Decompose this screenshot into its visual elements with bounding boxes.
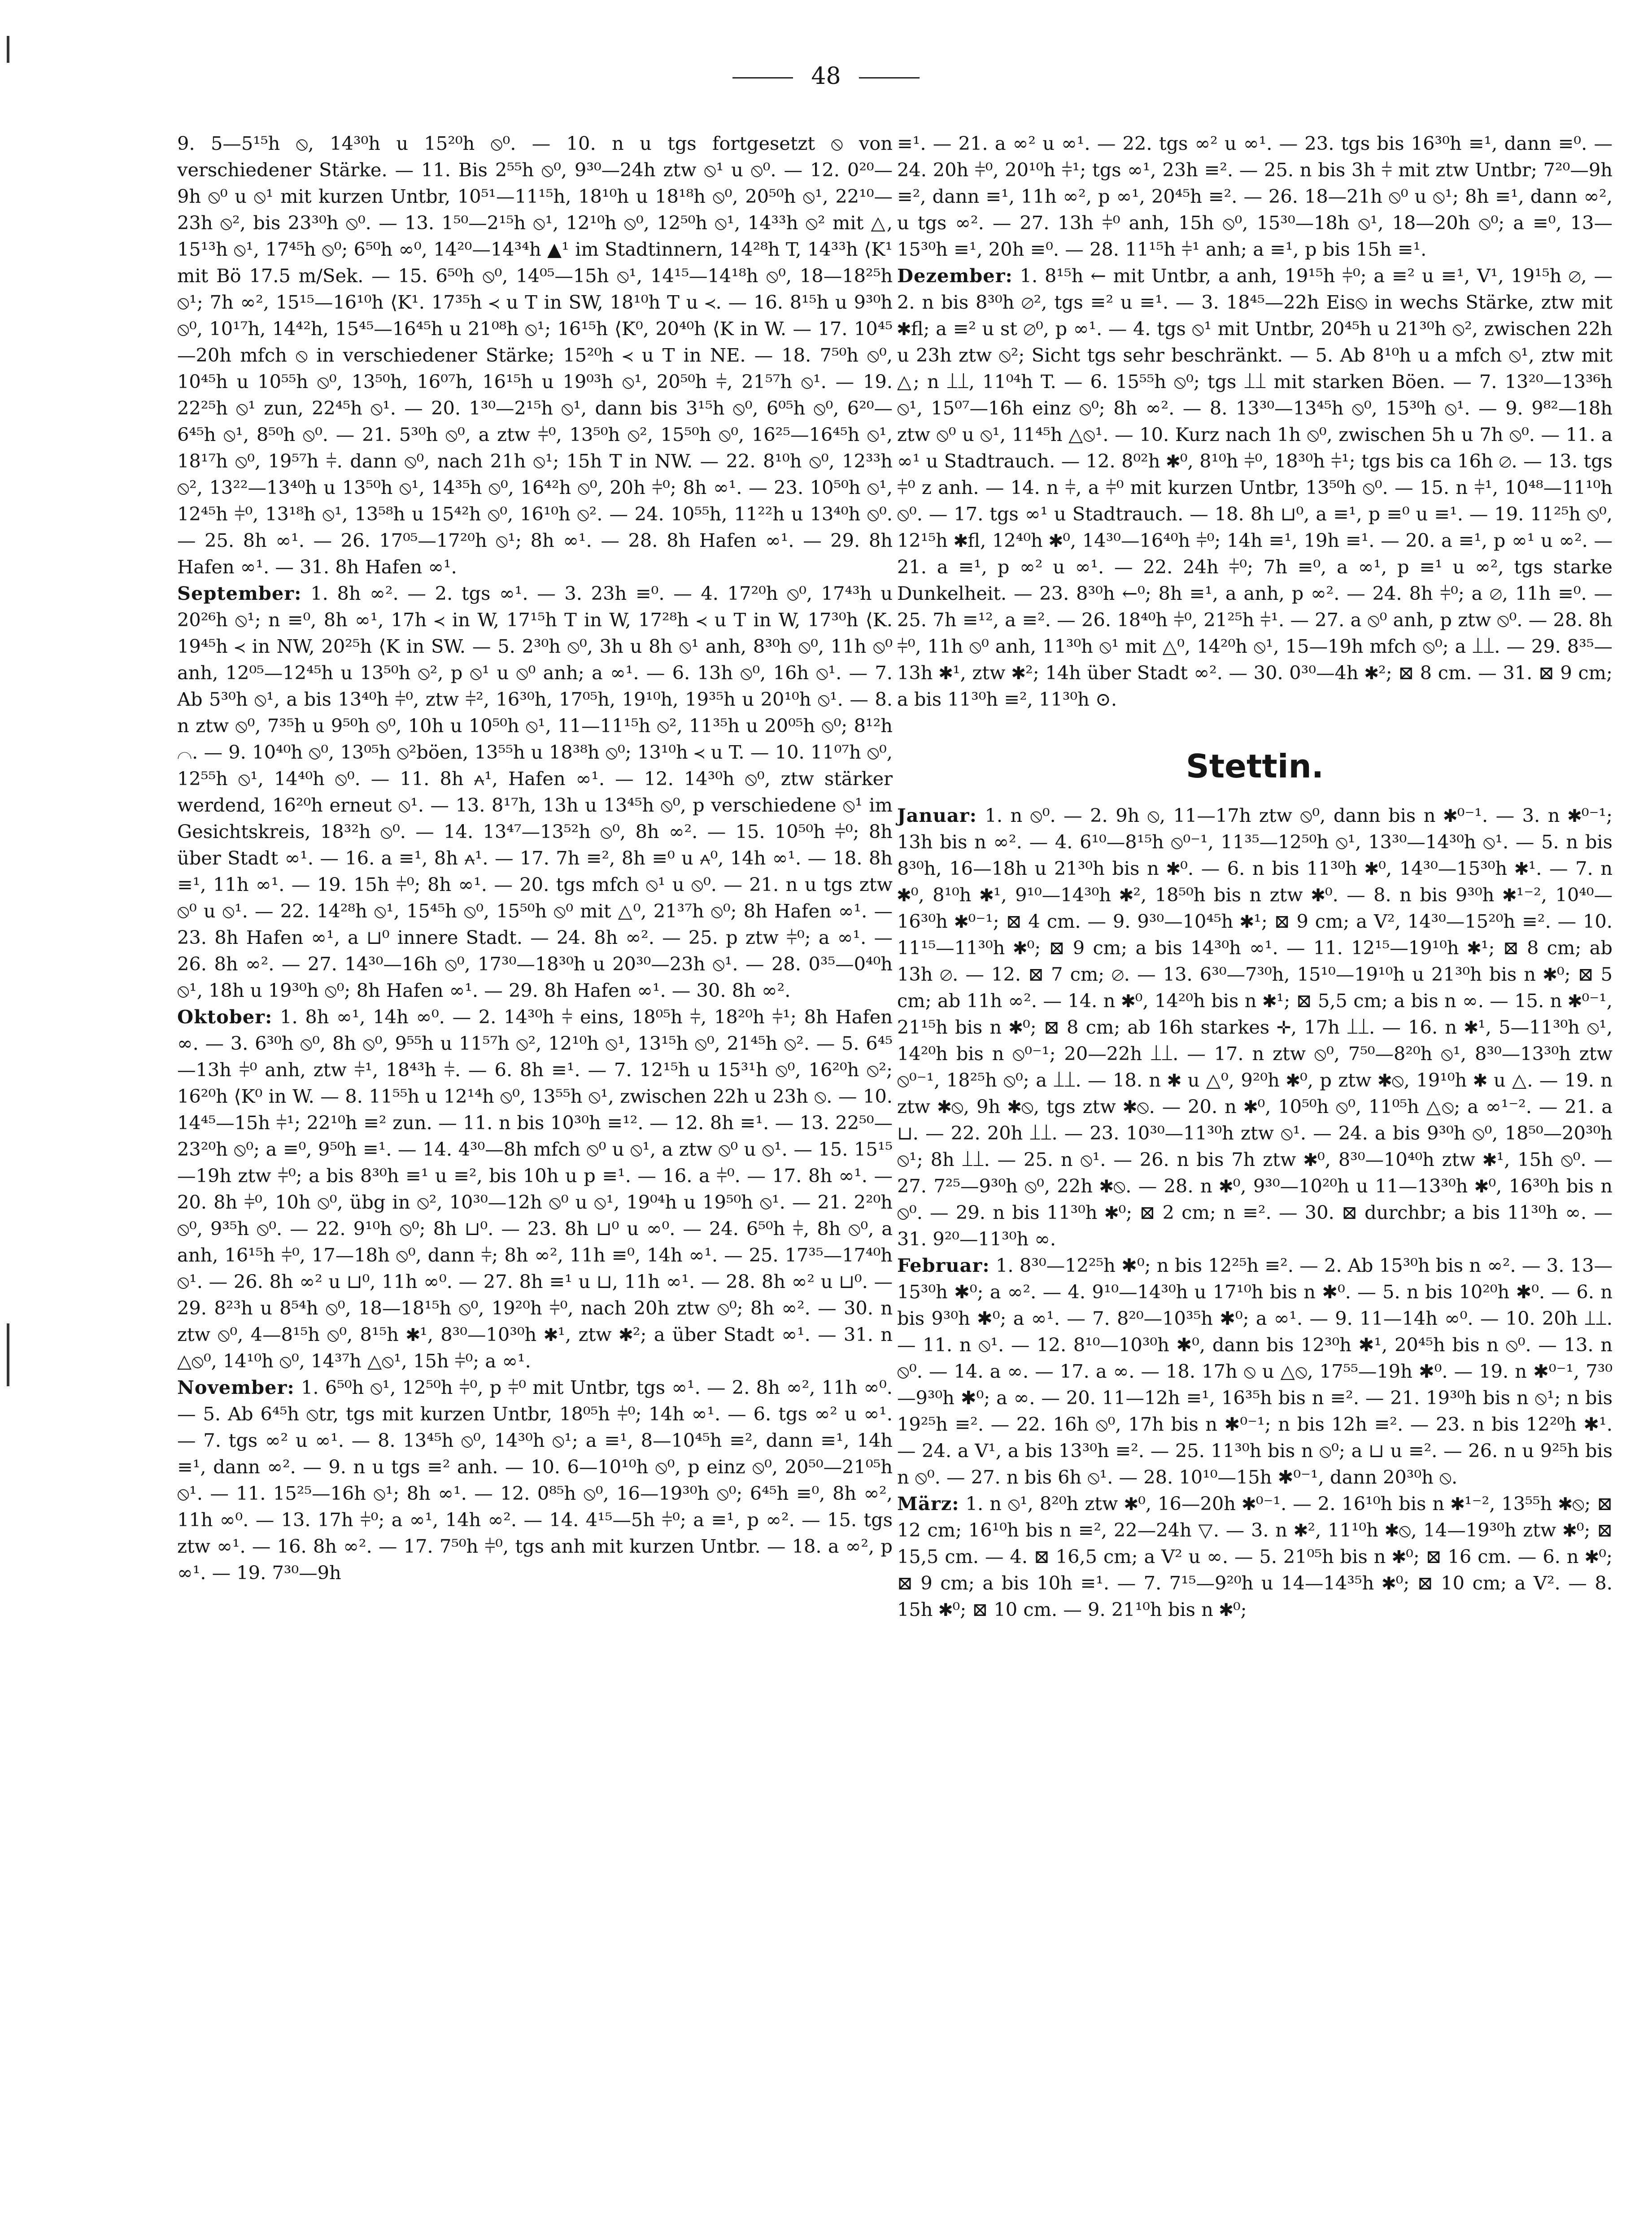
month-heading: Februar: [897, 1254, 990, 1276]
entry-january [897, 802, 1613, 1252]
entry-october [177, 1004, 893, 1374]
entry-text: 1. 8h ∞¹, 14h ∞⁰. — 2. 14³⁰h ⫩ eins, 18⁰⁵h ⫩, 18²⁰h ⫩¹; 8h Hafen ∞. — 3. 6³⁰h ⦸⁰, 8h ⦸⁰, 9⁵⁵h u 11⁵⁷h ⦸², 12¹⁰h ⦸¹, 13¹⁵h ⦸⁰, 21⁴⁵h ⦸². — 5. 6⁴⁵—13h ⫩⁰ anh, ztw ⫩¹, 18⁴³h ⫩. — 6. 8h ≡¹. — 7. 12¹⁵h u 15³¹h ⦸⁰, 16²⁰h ⦸²; 16²⁰h ⟨K⁰ in W. — 8. 11⁵⁵h u 12¹⁴h ⦸⁰, 13⁵⁵h ⦸¹, zwischen 22h u 23h ⦸. — 10. 14⁴⁵—15h ⫩¹; 22¹⁰h ≡² zun. — 11. n bis 10³⁰h ≡¹². — 12. 8h ≡¹. — 13. 22⁵⁰—23²⁰h ⦸⁰; a ≡⁰, 9⁵⁰h ≡¹. — 14. 4³⁰—8h mfch ⦸⁰ u ⦸¹, a ztw ⦸⁰ u ⦸¹. — 15. 15¹⁵—19h ztw ⫩⁰; a bis 8³⁰h ≡¹ u ≡², bis 10h u p ≡¹. — 16. a ⫩⁰. — 17. 8h ∞¹. — 20. 8h ⫩⁰, 10h ⦸⁰, übg in ⦸², 10³⁰—12h ⦸⁰ u ⦸¹, 19⁰⁴h u 19⁵⁰h ⦸¹. — 21. 2²⁰h ⦸⁰, 9³⁵h ⦸⁰. — 22. 9¹⁰h ⦸⁰; 8h ⊔⁰. — 23. 8h ⊔⁰ u ∞⁰. — 24. 6⁵⁰h ⫩, 8h ⦸⁰, a anh, 16¹⁵h ⫩⁰, 17—18h ⦸⁰, dann ⫩; 8h ∞², 11h ≡⁰, 14h ∞¹. — 25. 17³⁵—17⁴⁰h ⦸¹. — 26. 8h ∞² u ⊔⁰, 11h ∞⁰. — 27. 8h ≡¹ u ⊔, 11h ∞¹. — 28. 8h ∞² u ⊔⁰. — 29. 8²³h u 8⁵⁴h ⦸⁰, 18—18¹⁵h ⦸⁰, 19²⁰h ⫩⁰, nach 20h ztw ⦸⁰; 8h ∞². — 30. n ztw ⦸⁰, 4—8¹⁵h ⦸⁰, 8¹⁵h ✱¹, 8³⁰—10³⁰h ✱¹, ztw ✱²; a über Stadt ∞¹. — 31. n △⦸⁰, 14¹⁰h ⦸⁰, 14³⁷h △⦸¹, 15h ⫩⁰; a ∞¹. [177, 1006, 893, 1372]
entry-text: 1. 8¹⁵h ← mit Untbr, a anh, 19¹⁵h ⫩⁰; a ≡² u ≡¹, V¹, 19¹⁵h ⌀, — 2. n bis 8³⁰h ⌀², tgs ≡² u ≡¹. — 3. 18⁴⁵—22h Eis⦸ in wechs Stärke, ztw mit ✱fl; a ≡² u st ⌀⁰, p ∞¹. — 4. tgs ⦸¹ mit Untbr, 20⁴⁵h u 21³⁰h ⦸², zwischen 22h u 23h ztw ⦸²; Sicht tgs sehr beschränkt. — 5. Ab 8¹⁰h u a mfch ⦸¹, ztw mit △; n ⟘⟘, 11⁰⁴h T. — 6. 15⁵⁵h ⦸⁰; tgs ⟘⟘ mit starken Böen. — 7. 13²⁰—13³⁶h ⦸¹, 15⁰⁷—16h einz ⦸⁰; 8h ∞². — 8. 13³⁰—13⁴⁵h ⦸⁰, 15³⁰h ⦸¹. — 9. 9⁸²—18h ztw ⦸⁰ u ⦸¹, 11⁴⁵h △⦸¹. — 10. Kurz nach 1h ⦸⁰, zwischen 5h u 7h ⦸⁰. — 11. a ∞¹ u Stadtrauch. — 12. 8⁰²h ✱⁰, 8¹⁰h ⫩⁰, 18³⁰h ⫩¹; tgs bis ca 16h ⌀. — 13. tgs ⫩⁰ z anh. — 14. n ⫩, a ⫩⁰ mit kurzen Untbr, 13⁵⁰h ⦸⁰. — 15. n ⫩¹, 10⁴⁸—11¹⁰h ⦸⁰. — 17. tgs ∞¹ u Stadtrauch. — 18. 8h ⊔⁰, a ≡¹, p ≡⁰ u ≡¹. — 19. 11²⁵h ⦸⁰, 12¹⁵h ✱fl, 12⁴⁰h ✱⁰, 14³⁰—16⁴⁰h ⫩⁰; 14h ≡¹, 19h ≡¹. — 20. a ≡¹, p ∞¹ u ∞². — 21. a ≡¹, p ∞² u ∞¹. — 22. 24h ⫩⁰; 7h ≡⁰, a ∞¹, p ≡¹ u ∞², tgs starke Dunkelheit. — 23. 8³⁰h ←⁰; 8h ≡¹, a anh, p ∞². — 24. 8h ⫩⁰; a ⌀, 11h ≡⁰. — 25. 7h ≡¹², a ≡². — 26. 18⁴⁰h ⫩⁰, 21²⁵h ⫩¹. — 27. a ⦸⁰ anh, p ztw ⦸⁰. — 28. 8h ⫩⁰, 11h ⦸⁰ anh, 11³⁰h ⦸¹ mit △⁰, 14²⁰h ⦸¹, 15—19h mfch ⦸⁰; a ⟘⟘. — 29. 8³⁵—13h ✱¹, ztw ✱²; 14h über Stadt ∞². — 30. 0³⁰—4h ✱²; ⊠ 8 cm. — 31. ⊠ 9 cm; a bis 11³⁰h ≡², 11³⁰h ⊙. [897, 265, 1613, 710]
header-rule-left [732, 77, 793, 79]
station-heading: Stettin. [1186, 747, 1324, 785]
entry-text: 9. 5—5¹⁵h ⦸, 14³⁰h u 15²⁰h ⦸⁰. — 10. n u tgs fortgesetzt ⦸ von verschiedener Stärke. — 11. Bis 2⁵⁵h ⦸⁰, 9³⁰—24h ztw ⦸¹ u ⦸⁰. — 12. 0²⁰—9h ⦸⁰ u ⦸¹ mit kurzen Untbr, 10⁵¹—11¹⁵h, 18¹⁰h u 18¹⁸h ⦸⁰, 20⁵⁰h ⦸¹, 22¹⁰—23h ⦸², bis 23³⁰h ⦸⁰. — 13. 1⁵⁰—2¹⁵h ⦸¹, 12¹⁰h ⦸⁰, 12⁵⁰h ⦸¹, 14³³h ⦸² mit △, 15¹³h ⦸¹, 17⁴⁵h ⦸⁰; 6⁵⁰h ∞⁰, 14²⁰—14³⁴h ▲¹ im Stadtinnern, 14²⁸h T, 14³³h ⟨K¹ mit Bö 17.5 m/Sek. — 15. 6⁵⁰h ⦸⁰, 14⁰⁵—15h ⦸¹, 14¹⁵—14¹⁸h ⦸⁰, 18—18²⁵h ⦸¹; 7h ∞², 15¹⁵—16¹⁰h ⟨K¹. 17³⁵h ≺ u T in SW, 18¹⁰h T u ≺. — 16. 8¹⁵h u 9³⁰h ⦸⁰, 10¹⁷h, 14⁴²h, 15⁴⁵—16⁴⁵h u 21⁰⁸h ⦸¹; 16¹⁵h ⟨K⁰, 20⁴⁰h ⟨K in W. — 17. 10⁴⁵—20h mfch ⦸ in verschiedener Stärke; 15²⁰h ≺ u T in NE. — 18. 7⁵⁰h ⦸⁰, 10⁴⁵h u 10⁵⁵h ⦸⁰, 13⁵⁰h, 16⁰⁷h, 16¹⁵h u 19⁰³h ⦸¹, 20⁵⁰h ⫩, 21⁵⁷h ⦸¹. — 19. 22²⁵h ⦸¹ zun, 22⁴⁵h ⦸¹. — 20. 1³⁰—2¹⁵h ⦸¹, dann bis 3¹⁵h ⦸⁰, 6⁰⁵h ⦸⁰, 6²⁰—6⁴⁵h ⦸¹, 8⁵⁰h ⦸⁰. — 21. 5³⁰h ⦸⁰, a ztw ⫩⁰, 13⁵⁰h ⦸², 15⁵⁰h ⦸⁰, 16²⁵—16⁴⁵h ⦸¹, 18¹⁷h ⦸⁰, 19⁵⁷h ⫩. dann ⦸⁰, nach 21h ⦸¹; 15h T in NW. — 22. 8¹⁰h ⦸⁰, 12³³h ⦸², 13²²—13⁴⁰h u 13⁵⁰h ⦸¹, 14³⁵h ⦸⁰, 16⁴²h ⦸⁰, 20h ⫩⁰; 8h ∞¹. — 23. 10⁵⁰h ⦸¹, 12⁴⁵h ⫩⁰, 13¹⁸h ⦸¹, 13⁵⁸h u 15⁴²h ⦸⁰, 16¹⁰h ⦸². — 24. 10⁵⁵h, 11²²h u 13⁴⁰h ⦸⁰. — 25. 8h ∞¹. — 26. 17⁰⁵—17²⁰h ⦸¹; 8h ∞¹. — 28. 8h Hafen ∞¹. — 29. 8h Hafen ∞¹. — 31. 8h Hafen ∞¹. [177, 132, 893, 578]
entry-september [177, 580, 893, 1004]
page-header [0, 63, 1652, 90]
entry-text: 1. n ⦸¹, 8²⁰h ztw ✱⁰, 16—20h ✱⁰⁻¹. — 2. 16¹⁰h bis n ✱¹⁻², 13⁵⁵h ✱⦸; ⊠ 12 cm; 16¹⁰h bis n ≡², 22—24h ▽. — 3. n ✱², 11¹⁰h ✱⦸, 14—19³⁰h ztw ✱⁰; ⊠ 15,5 cm. — 4. ⊠ 16,5 cm; a V² u ∞. — 5. 21⁰⁵h bis n ✱⁰; ⊠ 16 cm. — 6. n ✱⁰; ⊠ 9 cm; a bis 10h ≡¹. — 7. 7¹⁵—9²⁰h u 14—14³⁵h ✱⁰; ⊠ 10 cm; a V². — 8. 15h ✱⁰; ⊠ 10 cm. — 9. 21¹⁰h bis n ✱⁰; [897, 1493, 1613, 1620]
entry-text: 1. 8³⁰—12²⁵h ✱⁰; n bis 12²⁵h ≡². — 2. Ab 15³⁰h bis n ∞². — 3. 13—15³⁰h ✱⁰; a ∞². — 4. 9¹⁰—14³⁰h u 17¹⁰h bis n ✱⁰. — 5. n bis 10²⁰h ✱⁰. — 6. n bis 9³⁰h ✱⁰; a ∞¹. — 7. 8²⁰—10³⁵h ✱⁰; a ∞¹. — 9. 11—14h ∞⁰. — 10. 20h ⟘⟘. — 11. n ⦸¹. — 12. 8¹⁰—10³⁰h ✱⁰, dann bis 12³⁰h ✱¹, 20⁴⁵h bis n ⦸⁰. — 13. n ⦸⁰. — 14. a ∞. — 17. a ∞. — 18. 17h ⦸ u △⦸, 17⁵⁵—19h ✱⁰. — 19. n ✱⁰⁻¹, 7³⁰—9³⁰h ✱⁰; a ∞. — 20. 11—12h ≡¹, 16³⁵h bis n ≡². — 21. 19³⁰h bis n ⦸¹; n bis 19²⁵h ≡². — 22. 16h ⦸⁰, 17h bis n ✱⁰⁻¹; n bis 12h ≡². — 23. n bis 12²⁰h ✱¹. — 24. a V¹, a bis 13³⁰h ≡². — 25. 11³⁰h bis n ⦸⁰; a ⊔ u ≡². — 26. n u 9²⁵h bis n ⦸⁰. — 27. n bis 6h ⦸¹. — 28. 10¹⁰—15h ✱⁰⁻¹, dann 20³⁰h ⦸. [897, 1254, 1613, 1488]
entry-block [897, 130, 1613, 262]
entry-november [177, 1374, 893, 1586]
scan-edge-mark-middle [7, 1323, 9, 1386]
right-column [897, 130, 1613, 1623]
entry-december [897, 262, 1613, 712]
entry-text: 1. 6⁵⁰h ⦸¹, 12⁵⁰h ⫩⁰, p ⫩⁰ mit Untbr, tgs ∞¹. — 2. 8h ∞², 11h ∞⁰. — 5. Ab 6⁴⁵h ⦸tr, tgs mit kurzen Untbr, 18⁰⁵h ⫩⁰; 14h ∞¹. — 6. tgs ∞² u ∞¹. — 7. tgs ∞² u ∞¹. — 8. 13⁴⁵h ⦸⁰, 14³⁰h ⦸¹; a ≡¹, 8—10⁴⁵h ≡², dann ≡¹, 14h ≡¹, dann ∞². — 9. n u tgs ≡² anh. — 10. 6—10¹⁰h ⦸⁰, p einz ⦸⁰, 20⁵⁰—21⁰⁵h ⦸¹. — 11. 15²⁵—16h ⦸¹; 8h ∞¹. — 12. 0⁸⁵h ⦸⁰, 16—19³⁰h ⦸⁰; 6⁴⁵h ≡⁰, 8h ∞², 11h ∞⁰. — 13. 17h ⫩⁰; a ∞¹, 14h ∞². — 14. 4¹⁵—5h ⫩⁰; a ≡¹, p ∞². — 15. tgs ztw ∞¹. — 16. 8h ∞². — 17. 7⁵⁰h ⫩⁰, tgs anh mit kurzen Untbr. — 18. a ∞², p ∞¹. — 19. 7³⁰—9h [177, 1376, 893, 1584]
month-heading: Dezember: [897, 265, 1013, 287]
header-rule-right [859, 77, 920, 79]
month-heading: September: [177, 582, 302, 604]
month-heading: November: [177, 1376, 295, 1398]
entry-block [177, 130, 893, 580]
page-number: 48 [811, 63, 841, 90]
left-column [177, 130, 893, 1586]
entry-text: 1. 8h ∞². — 2. tgs ∞¹. — 3. 23h ≡⁰. — 4. 17²⁰h ⦸⁰, 17⁴³h u 20²⁶h ⦸¹; n ≡⁰, 8h ∞¹, 17h ≺ in W, 17¹⁵h T in W, 17²⁸h ≺ u T in W, 17³⁰h ⟨K. 19⁴⁵h ≺ in NW, 20²⁵h ⟨K in SW. — 5. 2³⁰h ⦸⁰, 3h u 8h ⦸¹ anh, 8³⁰h ⦸⁰, 11h ⦸⁰ anh, 12⁰⁵—12⁴⁵h u 13⁵⁰h ⦸², p ⦸¹ u ⦸⁰ anh; a ∞¹. — 6. 13h ⦸⁰, 16h ⦸¹. — 7. Ab 5³⁰h ⦸¹, a bis 13⁴⁰h ⫩⁰, ztw ⫩², 16³⁰h, 17⁰⁵h, 19¹⁰h, 19³⁵h u 20¹⁰h ⦸¹. — 8. n ztw ⦸⁰, 7³⁵h u 9⁵⁰h ⦸⁰, 10h u 10⁵⁰h ⦸¹, 11—11¹⁵h ⦸², 11³⁵h u 20⁰⁵h ⦸⁰; 8¹²h ⌒. — 9. 10⁴⁰h ⦸⁰, 13⁰⁵h ⦸²böen, 13⁵⁵h u 18³⁸h ⦸⁰; 13¹⁰h ≺ u T. — 10. 11⁰⁷h ⦸⁰, 12⁵⁵h ⦸¹, 14⁴⁰h ⦸⁰. — 11. 8h ⩜¹, Hafen ∞¹. — 12. 14³⁰h ⦸⁰, ztw stärker werdend, 16²⁰h erneut ⦸¹. — 13. 8¹⁷h, 13h u 13⁴⁵h ⦸⁰, p verschiedene ⦸¹ im Gesichtskreis, 18³²h ⦸⁰. — 14. 13⁴⁷—13⁵²h ⦸⁰, 8h ∞². — 15. 10⁵⁰h ⫩⁰; 8h über Stadt ∞¹. — 16. a ≡¹, 8h ⩜¹. — 17. 7h ≡², 8h ≡⁰ u ⩜⁰, 14h ∞¹. — 18. 8h ≡¹, 11h ∞¹. — 19. 15h ⫩⁰; 8h ∞¹. — 20. tgs mfch ⦸¹ u ⦸⁰. — 21. n u tgs ztw ⦸⁰ u ⦸¹. — 22. 14²⁸h ⦸¹, 15⁴⁵h ⦸⁰, 15⁵⁰h ⦸⁰ mit △⁰, 21³⁷h ⦸⁰; 8h Hafen ∞¹. — 23. 8h Hafen ∞¹, a ⊔⁰ innere Stadt. — 24. 8h ∞². — 25. p ztw ⫩⁰; a ∞¹. — 26. 8h ∞². — 27. 14³⁰—16h ⦸⁰, 17³⁰—18³⁰h u 20³⁰—23h ⦸¹. — 28. 0³⁵—0⁴⁰h ⦸¹, 18h u 19³⁰h ⦸⁰; 8h Hafen ∞¹. — 29. 8h Hafen ∞¹. — 30. 8h ∞². [177, 582, 893, 1001]
scan-edge-mark-top [7, 36, 9, 63]
entry-text: 1. n ⦸⁰. — 2. 9h ⦸, 11—17h ztw ⦸⁰, dann bis n ✱⁰⁻¹. — 3. n ✱⁰⁻¹; 13h bis n ∞². — 4. 6¹⁰—8¹⁵h ⦸⁰⁻¹, 11³⁵—12⁵⁰h ⦸¹, 13³⁰—14³⁰h ⦸¹. — 5. n bis 8³⁰h, 16—18h u 21³⁰h bis n ✱⁰. — 6. n bis 11³⁰h ✱⁰, 14³⁰—15³⁰h ✱¹. — 7. n ✱⁰, 8¹⁰h ✱¹, 9¹⁰—14³⁰h ✱², 18⁵⁰h bis n ztw ✱⁰. — 8. n bis 9³⁰h ✱¹⁻², 10⁴⁰—16³⁰h ✱⁰⁻¹; ⊠ 4 cm. — 9. 9³⁰—10⁴⁵h ✱¹; ⊠ 9 cm; a V², 14³⁰—15²⁰h ≡². — 10. 11¹⁵—11³⁰h ✱⁰; ⊠ 9 cm; a bis 14³⁰h ∞¹. — 11. 12¹⁵—19¹⁰h ✱¹; ⊠ 8 cm; ab 13h ⌀. — 12. ⊠ 7 cm; ⌀. — 13. 6³⁰—7³⁰h, 15¹⁰—19¹⁰h u 21³⁰h bis n ✱⁰; ⊠ 5 cm; ab 11h ∞². — 14. n ✱⁰, 14²⁰h bis n ✱¹; ⊠ 5,5 cm; a bis n ∞. — 15. n ✱⁰⁻¹, 21¹⁵h bis n ✱⁰; ⊠ 8 cm; ab 16h starkes ✛, 17h ⟘⟘. — 16. n ✱¹, 5—11³⁰h ⦸¹, 14²⁰h bis n ⦸⁰⁻¹; 20—22h ⟘⟘. — 17. n ztw ⦸⁰, 7⁵⁰—8²⁰h ⦸¹, 8³⁰—13³⁰h ztw ⦸⁰⁻¹, 18²⁵h ⦸⁰; a ⟘⟘. — 18. n ✱ u △⁰, 9²⁰h ✱⁰, p ztw ✱⦸, 19¹⁰h ✱ u △. — 19. n ztw ✱⦸, 9h ✱⦸, tgs ztw ✱⦸. — 20. n ✱⁰, 10⁵⁰h ⦸⁰, 11⁰⁵h △⦸; a ∞¹⁻². — 21. a ⊔. — 22. 20h ⟘⟘. — 23. 10³⁰—11³⁰h ztw ⦸¹. — 24. a bis 9³⁰h ⦸⁰, 18⁵⁰—20³⁰h ⦸¹; 8h ⟘⟘. — 25. n ⦸¹. — 26. n bis 7h ztw ✱⁰, 8³⁰—10⁴⁰h ztw ✱¹, 15h ⦸⁰. — 27. 7²⁵—9³⁰h ⦸⁰, 22h ✱⦸. — 28. n ✱⁰, 9³⁰—10²⁰h u 11—13³⁰h ✱⁰, 16³⁰h bis n ⦸⁰. — 29. n bis 11³⁰h ✱⁰; ⊠ 2 cm; n ≡². — 30. ⊠ durchbr; a bis 11³⁰h ∞. — 31. 9²⁰—11³⁰h ∞. [897, 804, 1613, 1250]
entry-february [897, 1252, 1613, 1490]
month-heading: Januar: [897, 804, 977, 826]
month-heading: März: [897, 1493, 959, 1515]
month-heading: Oktober: [177, 1006, 273, 1028]
entry-march [897, 1490, 1613, 1623]
entry-text: ≡¹. — 21. a ∞² u ∞¹. — 22. tgs ∞² u ∞¹. — 23. tgs bis 16³⁰h ≡¹, dann ≡⁰. — 24. 20h ⫩⁰, 20¹⁰h ⫩¹; tgs ∞¹, 23h ≡². — 25. n bis 3h ⫩ mit ztw Untbr; 7²⁰—9h ≡², dann ≡¹, 11h ∞², p ∞¹, 20⁴⁵h ≡². — 26. 18—21h ⦸⁰ u ⦸¹; 8h ≡¹, dann ∞², u tgs ∞². — 27. 13h ⫩⁰ anh, 15h ⦸⁰, 15³⁰—18h ⦸¹, 18—20h ⦸⁰; a ≡⁰, 13—15³⁰h ≡¹, 20h ≡⁰. — 28. 11¹⁵h ⫩¹ anh; a ≡¹, p bis 15h ≡¹. [897, 132, 1613, 260]
